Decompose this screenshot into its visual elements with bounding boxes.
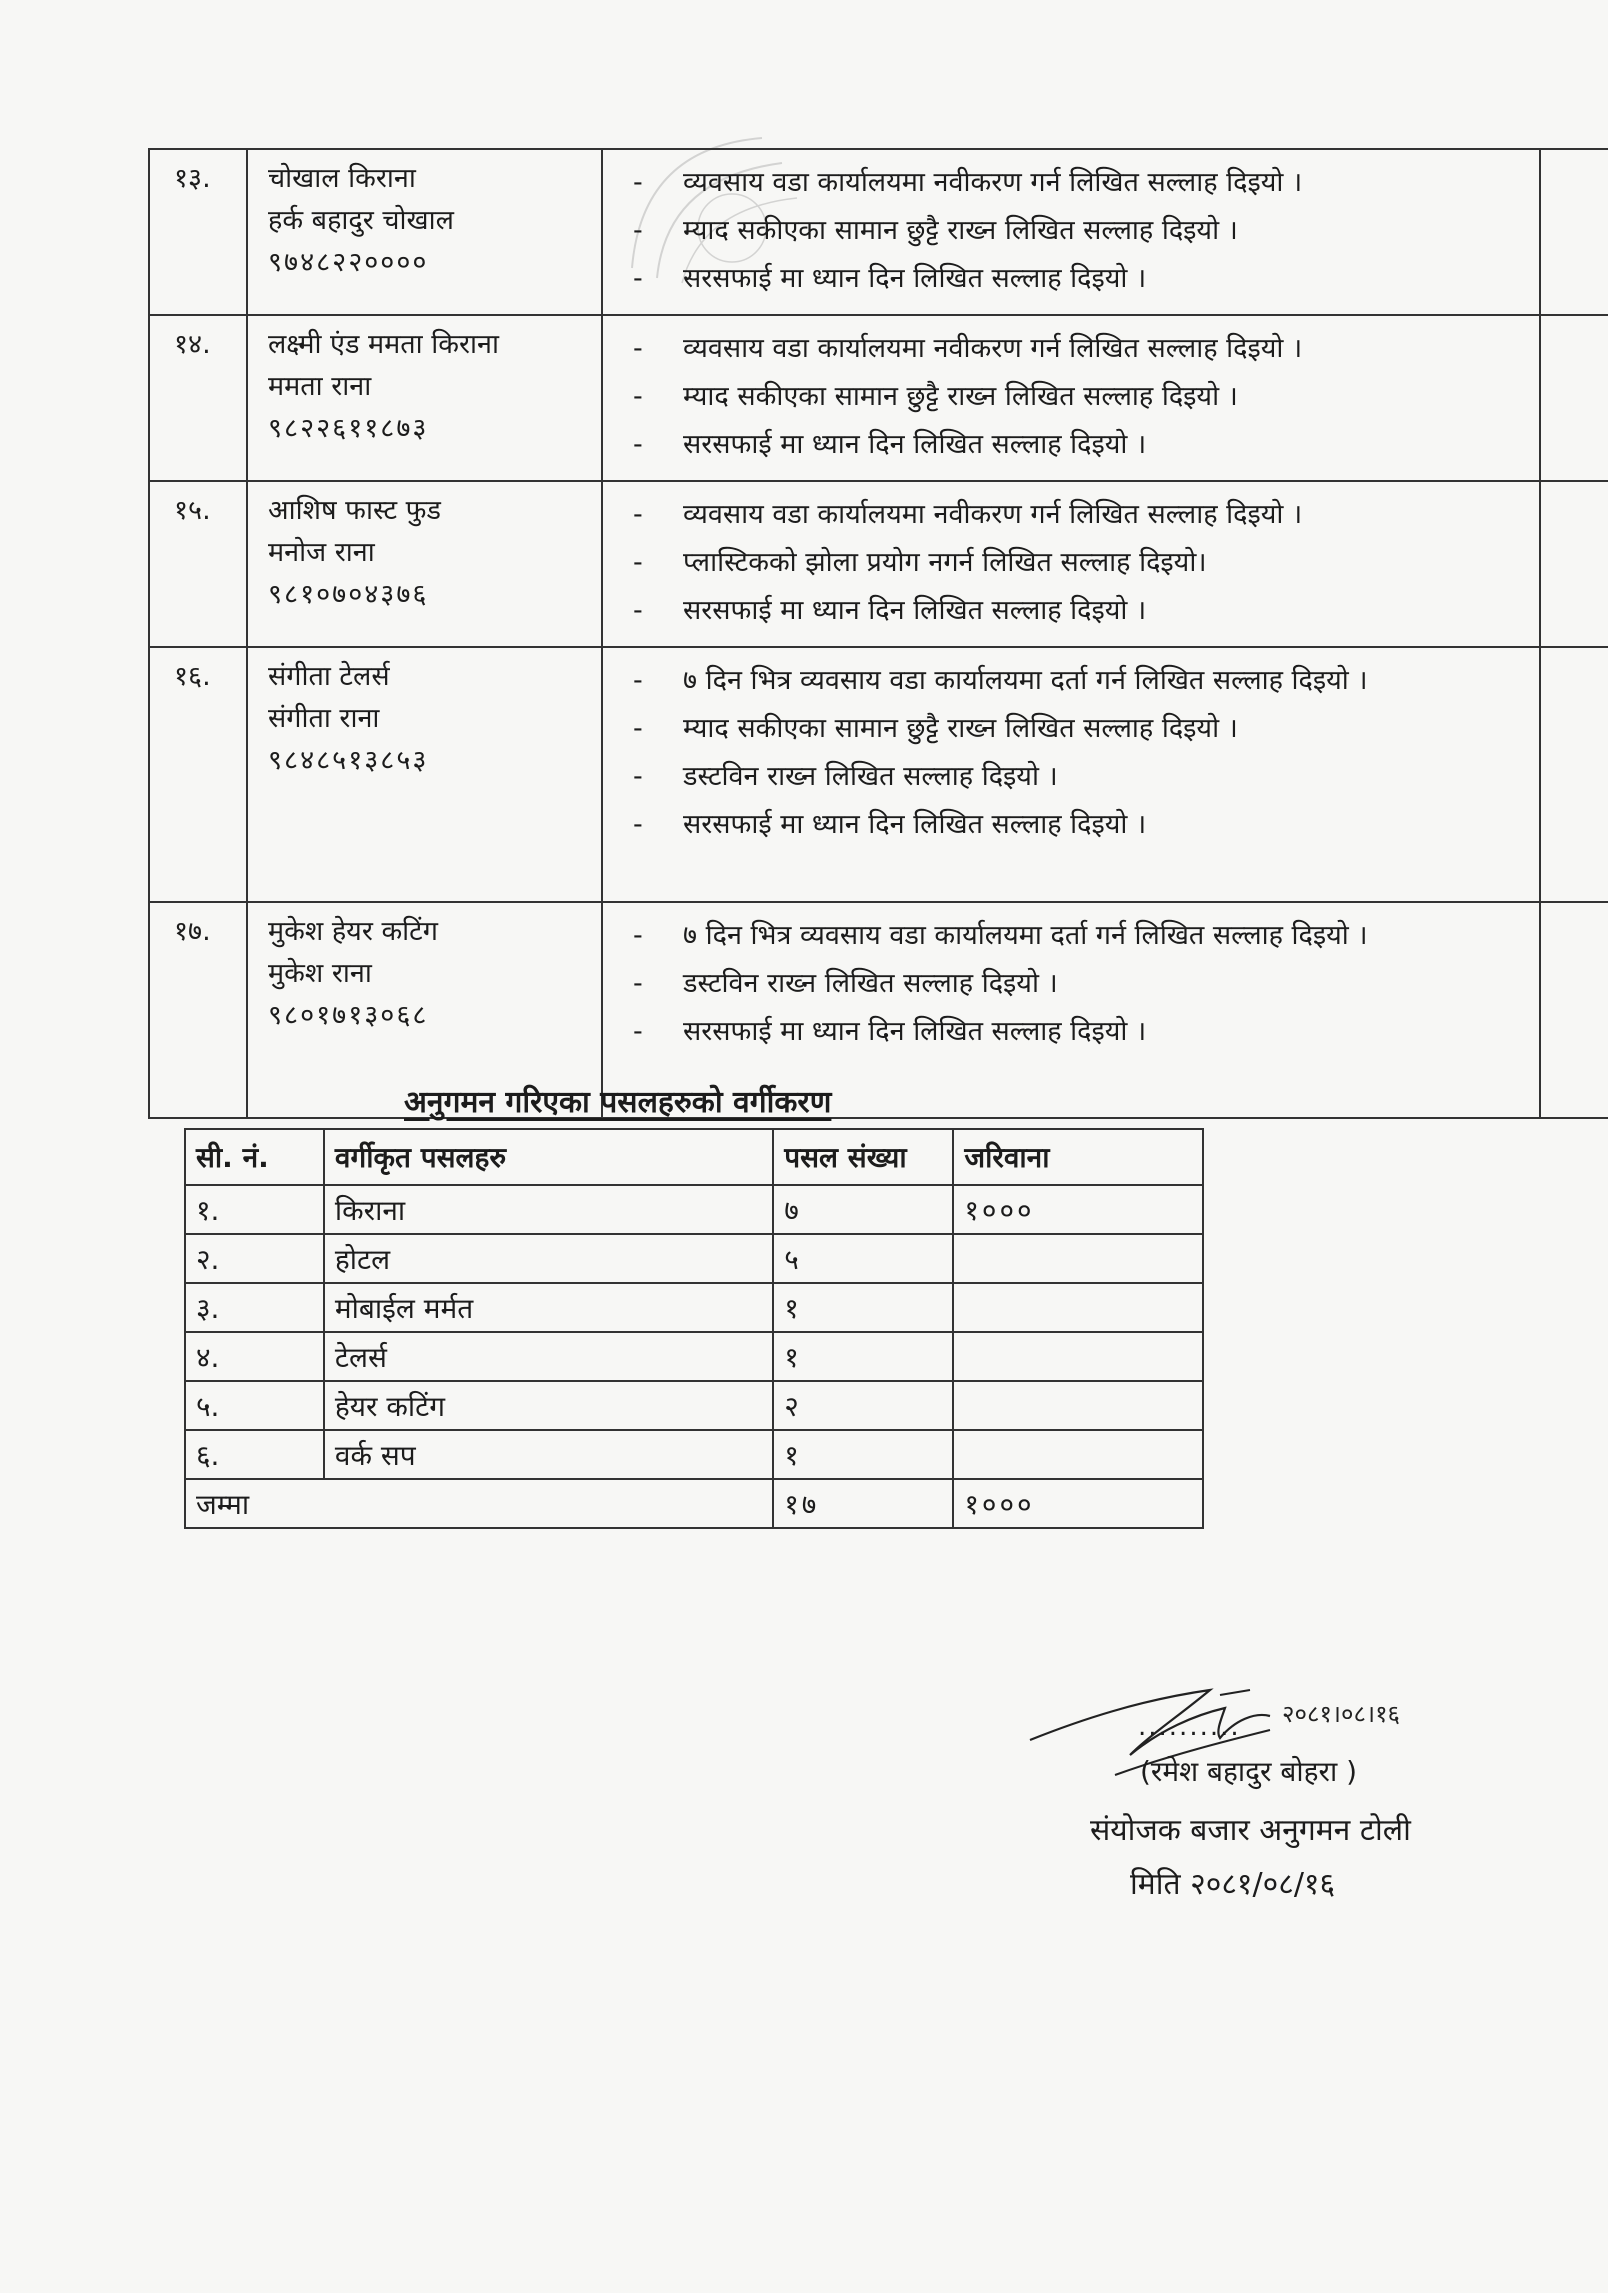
summary-sn: ६. [185, 1430, 324, 1479]
owner-phone: ९८०१७१३०६८ [268, 1000, 429, 1031]
advice-note [633, 328, 1529, 370]
summary-header-row [185, 1129, 1203, 1185]
entry-notes-cell [602, 315, 1540, 481]
advice-text: व्यवसाय वडा कार्यालयमा नवीकरण गर्न लिखित सल्लाह दिइयो । [683, 499, 1303, 530]
entry-remarks-cell [1540, 315, 1608, 481]
advice-note [633, 1011, 1529, 1053]
owner-name: मुकेश राना [268, 958, 372, 989]
dash-bullet: - [633, 381, 643, 412]
advice-text: सरसफाई मा ध्यान दिन लिखित सल्लाह दिइयो । [683, 809, 1147, 840]
advice-text: सरसफाई मा ध्यान दिन लिखित सल्लाह दिइयो । [683, 595, 1147, 626]
advice-text: सरसफाई मा ध्यान दिन लिखित सल्लाह दिइयो । [683, 263, 1147, 294]
summary-fine [953, 1430, 1203, 1479]
monitoring-table [148, 148, 1608, 1119]
summary-fine [953, 1381, 1203, 1430]
shop-name: लक्ष्मी एंड ममता किराना [268, 329, 500, 360]
summary-sn: ४. [185, 1332, 324, 1381]
header-sn: सी. नं. [185, 1129, 324, 1185]
dash-bullet: - [633, 920, 643, 951]
signatory-role: संयोजक बजार अनुगमन टोली [1090, 1813, 1411, 1848]
advice-text: व्यवसाय वडा कार्यालयमा नवीकरण गर्न लिखित सल्लाह दिइयो । [683, 167, 1303, 198]
advice-note [633, 424, 1529, 466]
summary-fine [953, 1332, 1203, 1381]
owner-name: हर्क बहादुर चोखाल [268, 205, 454, 236]
advice-text: म्याद सकीएका सामान छुट्टै राख्न लिखित सल्लाह दिइयो । [683, 381, 1238, 412]
dash-bullet: - [633, 499, 643, 530]
shop-name: आशिष फास्ट फुड [268, 495, 441, 526]
summary-category: हेयर कटिंग [324, 1381, 773, 1430]
advice-note [633, 963, 1529, 1005]
summary-row [185, 1430, 1203, 1479]
entry-row [149, 481, 1608, 647]
signature-dots: .......... [1138, 1712, 1241, 1742]
dash-bullet: - [633, 1016, 643, 1047]
dash-bullet: - [633, 665, 643, 696]
owner-name: संगीता राना [268, 703, 380, 734]
total-label: जम्मा [185, 1479, 773, 1528]
owner-phone: ९८२२६११८७३ [268, 413, 429, 444]
summary-row [185, 1185, 1203, 1234]
summary-count: १ [773, 1430, 953, 1479]
advice-text: सरसफाई मा ध्यान दिन लिखित सल्लाह दिइयो । [683, 1016, 1147, 1047]
entry-shop-cell [247, 315, 602, 481]
entry-shop-cell [247, 647, 602, 902]
summary-category: होटल [324, 1234, 773, 1283]
summary-total-row [185, 1479, 1203, 1528]
advice-note [633, 708, 1529, 750]
summary-category: मोबाईल मर्मत [324, 1283, 773, 1332]
header-fine: जरिवाना [953, 1129, 1203, 1185]
summary-category: टेलर्स [324, 1332, 773, 1381]
header-category: वर्गीकृत पसलहरु [324, 1129, 773, 1185]
dash-bullet: - [633, 968, 643, 999]
entry-row [149, 149, 1608, 315]
owner-name: ममता राना [268, 371, 372, 402]
summary-sn: २. [185, 1234, 324, 1283]
summary-count: १ [773, 1332, 953, 1381]
summary-count: २ [773, 1381, 953, 1430]
advice-text: ७ दिन भित्र व्यवसाय वडा कार्यालयमा दर्ता गर्न लिखित सल्लाह दिइयो । [683, 665, 1368, 696]
handwritten-date: २०८१।०८।१६ [1282, 1700, 1401, 1728]
shop-name: संगीता टेलर्स [268, 661, 390, 692]
entry-remarks-cell [1540, 902, 1608, 1118]
dash-bullet: - [633, 167, 643, 198]
dash-bullet: - [633, 215, 643, 246]
signatory-name: (रमेश बहादुर बोहरा ) [1140, 1755, 1358, 1788]
advice-text: सरसफाई मा ध्यान दिन लिखित सल्लाह दिइयो । [683, 429, 1147, 460]
document-date: मिति २०८१/०८/१६ [1130, 1867, 1336, 1902]
entry-remarks-cell [1540, 481, 1608, 647]
dash-bullet: - [633, 429, 643, 460]
dash-bullet: - [633, 547, 643, 578]
entry-sn: १४. [149, 315, 247, 481]
summary-sn: १. [185, 1185, 324, 1234]
owner-phone: ९८४८५१३८५३ [268, 745, 429, 776]
advice-text: व्यवसाय वडा कार्यालयमा नवीकरण गर्न लिखित सल्लाह दिइयो । [683, 333, 1303, 364]
advice-note [633, 494, 1529, 536]
summary-row [185, 1283, 1203, 1332]
advice-note [633, 210, 1529, 252]
advice-text: प्लास्टिकको झोला प्रयोग नगर्न लिखित सल्लाह दिइयो। [683, 547, 1207, 578]
entry-remarks-cell [1540, 149, 1608, 315]
shop-name: चोखाल किराना [268, 163, 416, 194]
advice-note [633, 804, 1529, 846]
entry-row [149, 315, 1608, 481]
advice-note [633, 376, 1529, 418]
entry-sn: १६. [149, 647, 247, 902]
advice-text: ७ दिन भित्र व्यवसाय वडा कार्यालयमा दर्ता गर्न लिखित सल्लाह दिइयो । [683, 920, 1368, 951]
dash-bullet: - [633, 333, 643, 364]
summary-fine [953, 1283, 1203, 1332]
owner-phone: ९८१०७०४३७६ [268, 579, 429, 610]
advice-note [633, 590, 1529, 632]
advice-text: म्याद सकीएका सामान छुट्टै राख्न लिखित सल्लाह दिइयो । [683, 215, 1238, 246]
summary-table [184, 1128, 1204, 1529]
advice-text: डस्टविन राख्न लिखित सल्लाह दिइयो । [683, 761, 1058, 792]
advice-note [633, 258, 1529, 300]
summary-category: वर्क सप [324, 1430, 773, 1479]
entry-notes-cell [602, 481, 1540, 647]
total-count: १७ [773, 1479, 953, 1528]
header-count: पसल संख्या [773, 1129, 953, 1185]
entry-notes-cell [602, 149, 1540, 315]
advice-note [633, 542, 1529, 584]
dash-bullet: - [633, 809, 643, 840]
dash-bullet: - [633, 761, 643, 792]
entry-sn: १७. [149, 902, 247, 1118]
dash-bullet: - [633, 263, 643, 294]
summary-sn: ३. [185, 1283, 324, 1332]
entry-sn: १५. [149, 481, 247, 647]
entry-shop-cell [247, 481, 602, 647]
owner-phone: ९७४८२२०००० [268, 247, 429, 278]
advice-note [633, 162, 1529, 204]
summary-count: ७ [773, 1185, 953, 1234]
summary-count: ५ [773, 1234, 953, 1283]
entry-sn: १३. [149, 149, 247, 315]
entry-row [149, 902, 1608, 1118]
entry-notes-cell [602, 647, 1540, 902]
summary-row [185, 1234, 1203, 1283]
shop-name: मुकेश हेयर कटिंग [268, 916, 438, 947]
owner-name: मनोज राना [268, 537, 375, 568]
summary-category: किराना [324, 1185, 773, 1234]
entry-remarks-cell [1540, 647, 1608, 902]
advice-note [633, 915, 1529, 957]
entry-row [149, 647, 1608, 902]
entry-shop-cell [247, 149, 602, 315]
advice-note [633, 660, 1529, 702]
dash-bullet: - [633, 595, 643, 626]
total-fine: १००० [953, 1479, 1203, 1528]
advice-text: डस्टविन राख्न लिखित सल्लाह दिइयो । [683, 968, 1058, 999]
summary-row [185, 1332, 1203, 1381]
summary-title: अनुगमन गरिएका पसलहरुको वर्गीकरण [404, 1085, 832, 1120]
summary-fine: १००० [953, 1185, 1203, 1234]
summary-fine [953, 1234, 1203, 1283]
summary-row [185, 1381, 1203, 1430]
summary-count: १ [773, 1283, 953, 1332]
advice-text: म्याद सकीएका सामान छुट्टै राख्न लिखित सल्लाह दिइयो । [683, 713, 1238, 744]
dash-bullet: - [633, 713, 643, 744]
advice-note [633, 756, 1529, 798]
summary-sn: ५. [185, 1381, 324, 1430]
